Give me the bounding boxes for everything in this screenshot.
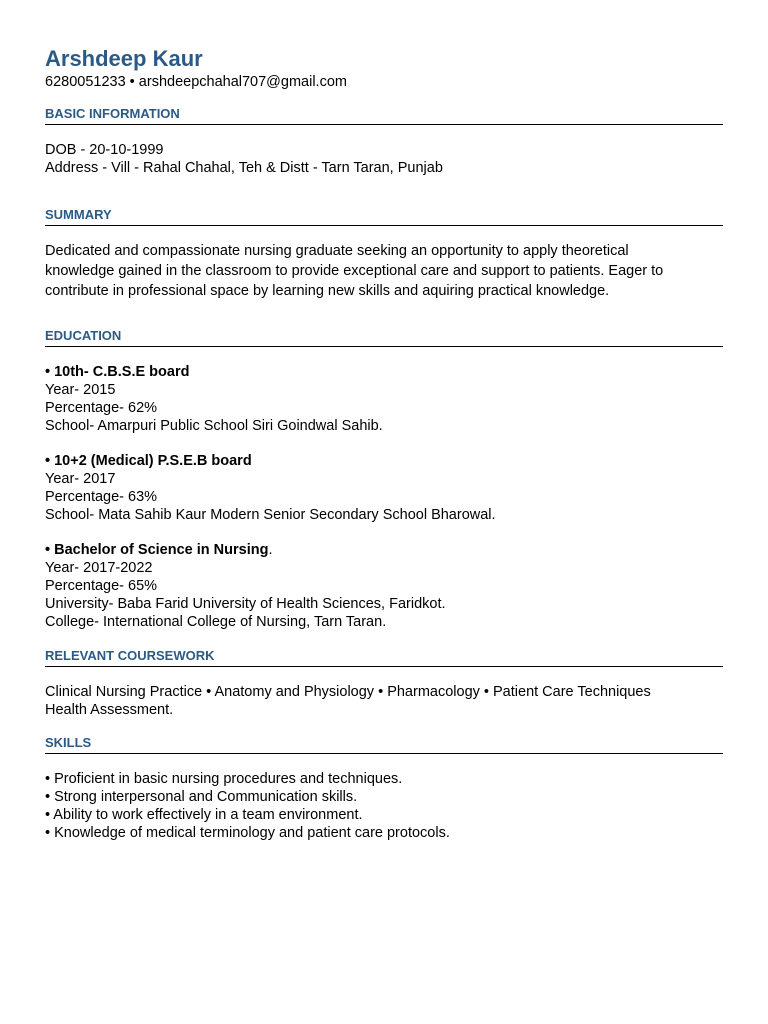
education-entry bbox=[45, 452, 723, 524]
email-address: arshdeepchahal707@gmail.com bbox=[138, 74, 347, 90]
education-entry-line: Percentage- 65% bbox=[45, 578, 158, 594]
skill-item: • Strong interpersonal and Communication skills. bbox=[45, 789, 358, 805]
summary-line: contribute in professional space by learning new skills and aquiring practical knowledge. bbox=[45, 283, 610, 299]
section-heading-education: EDUCATION bbox=[45, 328, 723, 347]
summary-section bbox=[45, 207, 723, 301]
coursework-text bbox=[45, 683, 723, 719]
resume-page bbox=[45, 45, 723, 842]
dob-line: DOB - 20-10-1999 bbox=[45, 142, 164, 158]
section-heading-summary: SUMMARY bbox=[45, 207, 723, 226]
address-line: Address - Vill - Rahal Chahal, Teh & Distt - Tarn Taran, Punjab bbox=[45, 160, 443, 176]
education-section bbox=[45, 328, 723, 631]
summary-line: Dedicated and compassionate nursing graduate seeking an opportunity to apply theoretical bbox=[45, 243, 629, 259]
coursework-section bbox=[45, 648, 723, 719]
education-entry-line: University- Baba Farid University of Health Sciences, Faridkot. bbox=[45, 596, 446, 612]
skills-list bbox=[45, 770, 723, 842]
education-entry-title-text: • Bachelor of Science in Nursing bbox=[45, 542, 269, 558]
basic-information-section bbox=[45, 106, 723, 177]
skills-section bbox=[45, 735, 723, 842]
education-entry-line: Percentage- 63% bbox=[45, 489, 158, 505]
education-entry-line: Year- 2015 bbox=[45, 382, 116, 398]
coursework-line: Health Assessment. bbox=[45, 702, 174, 718]
contact-line bbox=[45, 73, 723, 91]
summary-line: knowledge gained in the classroom to provide exceptional care and support to patients. Eager to bbox=[45, 263, 664, 279]
education-entry-line: School- Amarpuri Public School Siri Goindwal Sahib. bbox=[45, 418, 383, 434]
education-entry-line: School- Mata Sahib Kaur Modern Senior Secondary School Bharowal. bbox=[45, 507, 496, 523]
education-entry-title-text: • 10th- C.B.S.E board bbox=[45, 364, 190, 380]
section-heading-basic-information: BASIC INFORMATION bbox=[45, 106, 723, 125]
education-entry-line: Year- 2017-2022 bbox=[45, 560, 153, 576]
education-entry-line: Percentage- 62% bbox=[45, 400, 158, 416]
section-heading-skills: SKILLS bbox=[45, 735, 723, 754]
education-entry bbox=[45, 363, 723, 435]
candidate-name: Arshdeep Kaur bbox=[45, 46, 203, 71]
education-entry-line: Year- 2017 bbox=[45, 471, 116, 487]
skill-item: • Proficient in basic nursing procedures and techniques. bbox=[45, 771, 403, 787]
phone-number: 6280051233 bbox=[45, 74, 126, 90]
summary-text bbox=[45, 241, 723, 301]
resume-header bbox=[45, 45, 723, 91]
skill-item: • Ability to work effectively in a team environment. bbox=[45, 807, 363, 823]
education-entry-title-text: • 10+2 (Medical) P.S.E.B board bbox=[45, 453, 252, 469]
skill-item: • Knowledge of medical terminology and patient care protocols. bbox=[45, 825, 450, 841]
education-entry-title-suffix: . bbox=[268, 542, 273, 558]
education-entry-title bbox=[45, 452, 723, 470]
education-entry bbox=[45, 541, 723, 631]
coursework-line: Clinical Nursing Practice • Anatomy and Physiology • Pharmacology • Patient Care Techniques bbox=[45, 684, 651, 700]
education-entry-line: College- International College of Nursing, Tarn Taran. bbox=[45, 614, 387, 630]
contact-separator: • bbox=[125, 74, 139, 90]
education-entry-title bbox=[45, 363, 723, 381]
section-heading-coursework: RELEVANT COURSEWORK bbox=[45, 648, 723, 667]
education-entry-title bbox=[45, 541, 723, 559]
